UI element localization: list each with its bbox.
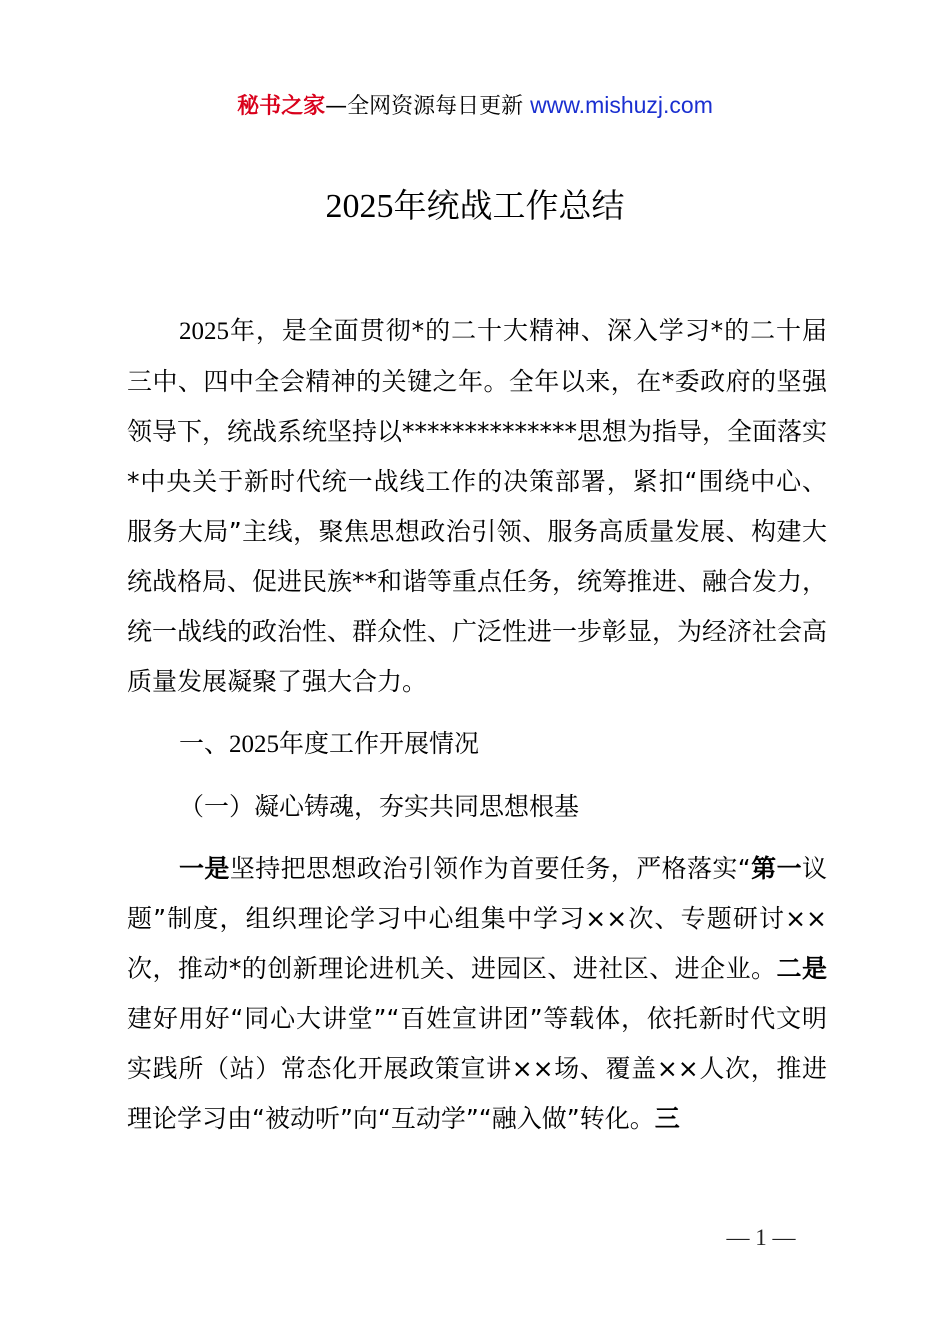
- page-number: — 1 —: [726, 1225, 796, 1250]
- document-body: [127, 306, 827, 1144]
- title-text: 年统战工作总结: [393, 186, 625, 225]
- site-url-link[interactable]: www.mishuzj.com: [530, 92, 713, 118]
- section-prefix: 一、: [179, 729, 230, 758]
- bold-first-agenda: 第一: [750, 854, 802, 883]
- subsection-heading: [127, 782, 827, 832]
- item-marker-one: 一是: [179, 854, 230, 883]
- intro-text: 年，是全面贯彻*的二十大精神、深入学习*的二十届三中、四中全会精神的关键之年。全年以来，在*委政府的坚强领导下，统战系统坚持以**************思想为指导，全面落实*中央关于新时代统一战线工作的决策部署，紧扣“围绕中心、服务大局”主线，聚焦思想政治引领、服务高质量发展、构建大统战格局、促进民族**和谐等重点任务，统筹推进、融合发力，统一战线的政治性、群众性、广泛性进一步彰显，为经济社会高质量发展凝聚了强大合力。: [127, 316, 828, 696]
- section-text: 年度工作开展情况: [279, 729, 480, 758]
- item-two-text: 建好用好“同心大讲堂”“百姓宣讲团”等载体，依托新时代文明实践所（站）常态化开展政策宣讲××场、覆盖××人次，推进理论学习由“被动听”向“互动学”“融入做”转化。: [127, 1004, 827, 1133]
- item-marker-three: 三: [654, 1104, 680, 1133]
- section-heading: [127, 719, 827, 770]
- document-title: [0, 183, 950, 230]
- subsection-text: （一）凝心铸魂，夯实共同思想根基: [179, 792, 580, 821]
- intro-year: 2025: [179, 318, 229, 345]
- title-year: 2025: [325, 188, 394, 225]
- item-one-text-a: 坚持把思想政治引领作为首要任务，严格落实“: [229, 854, 751, 883]
- item-marker-two: 二是: [776, 954, 827, 983]
- work-paragraph: [127, 844, 827, 1144]
- site-header-banner: [0, 88, 950, 124]
- section-year: 2025: [229, 731, 280, 758]
- item-one-text-b: 议题”制度，组织理论学习中心组集中学习××次、专题研讨××次，推动*的创新理论进机关、进园区、进社区、进企业。: [127, 854, 827, 983]
- header-tagline: —全网资源每日更新: [325, 94, 531, 119]
- brand-name: 秘书之家: [237, 94, 326, 119]
- intro-paragraph: [127, 306, 827, 707]
